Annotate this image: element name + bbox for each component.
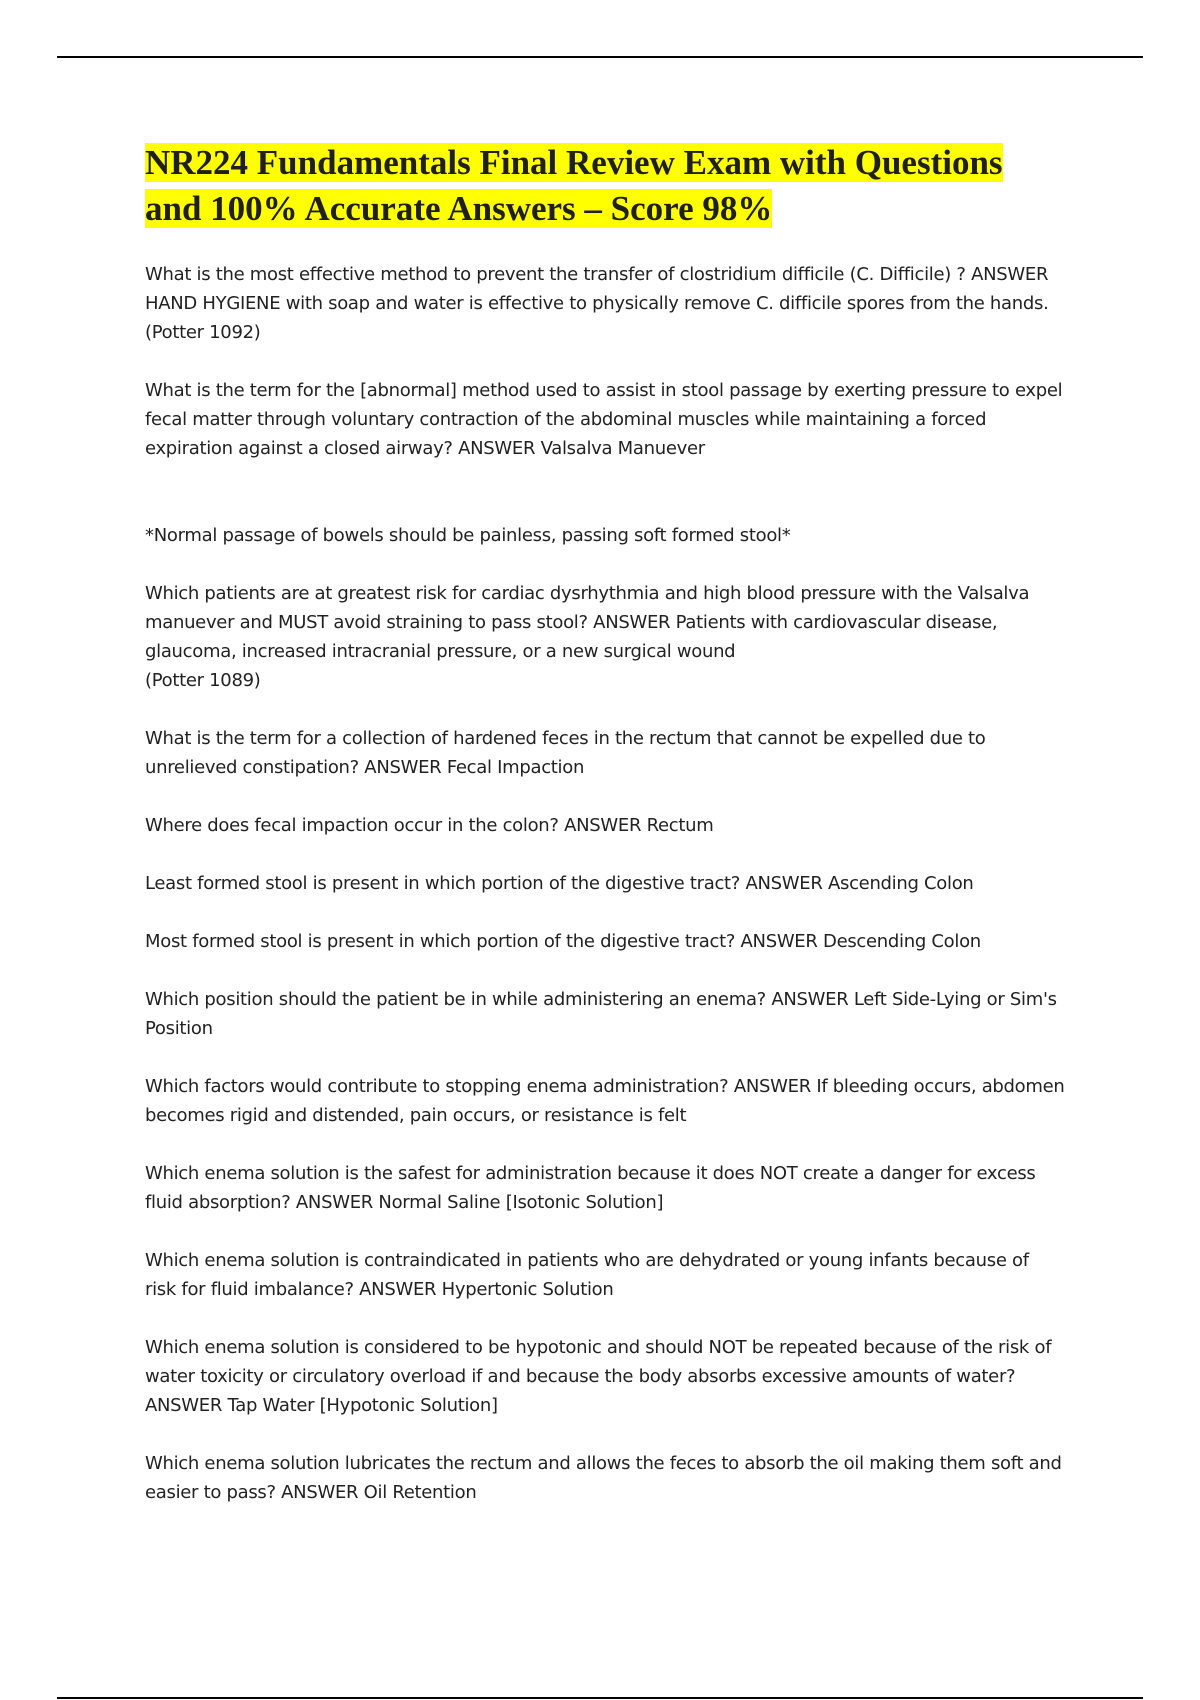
qa-paragraph: What is the term for the [abnormal] method used to assist in stool passage by exerting pressure to expel fecal matter through voluntary contraction of the abdominal muscles while maintaining a forced expiration against a closed airway? ANSWER Valsalva Manuever <box>145 380 1063 459</box>
qa-paragraph: Least formed stool is present in which portion of the digestive tract? ANSWER Ascending Colon <box>145 873 974 894</box>
qa-paragraph: Which enema solution is the safest for administration because it does NOT create a danger for excess fluid absorption? ANSWER Normal Saline [Isotonic Solution] <box>145 1163 1036 1213</box>
document-body <box>145 140 1065 1536</box>
qa-paragraph: Which position should the patient be in while administering an enema? ANSWER Left Side-Lying or Sim's Position <box>145 989 1057 1039</box>
qa-paragraph: Which enema solution is considered to be hypotonic and should NOT be repeated because of the risk of water toxicity or circulatory overload if and because the body absorbs excessive amounts of water? ANSWER Tap Water [Hypotonic Solution] <box>145 1337 1052 1416</box>
qa-paragraph: Which factors would contribute to stopping enema administration? ANSWER If bleeding occurs, abdomen becomes rigid and distended, pain occurs, or resistance is felt <box>145 1076 1065 1126</box>
qa-paragraph: Which patients are at greatest risk for cardiac dysrhythmia and high blood pressure with the Valsalva manuever and MUST avoid straining to pass stool? ANSWER Patients with cardiovascular disease, glaucoma, increased intracranial pressure, or a new surgical wound (Potter 1089) <box>145 583 1030 691</box>
qa-paragraph: What is the term for a collection of hardened feces in the rectum that cannot be expelled due to unrelieved constipation? ANSWER Fecal Impaction <box>145 728 986 778</box>
qa-paragraph: What is the most effective method to prevent the transfer of clostridium difficile (C. Difficile) ? ANSWER HAND HYGIENE with soap and water is effective to physically remove C. difficile spores from the hands. (Potter 1092) <box>145 264 1049 343</box>
header-rule <box>57 56 1143 58</box>
title-highlight: NR224 Fundamentals Final Review Exam with Questions and 100% Accurate Answers – Score 98% <box>145 143 1003 228</box>
note-paragraph: *Normal passage of bowels should be painless, passing soft formed stool* <box>145 525 791 546</box>
footer-rule <box>57 1697 1143 1699</box>
qa-paragraph: Which enema solution is contraindicated in patients who are dehydrated or young infants because of risk for fluid imbalance? ANSWER Hypertonic Solution <box>145 1250 1029 1300</box>
document-title <box>145 140 1065 232</box>
qa-paragraph: Most formed stool is present in which portion of the digestive tract? ANSWER Descending Colon <box>145 931 981 952</box>
qa-paragraph: Which enema solution lubricates the rectum and allows the feces to absorb the oil making them soft and easier to pass? ANSWER Oil Retention <box>145 1453 1062 1503</box>
qa-paragraph: Where does fecal impaction occur in the colon? ANSWER Rectum <box>145 815 714 836</box>
